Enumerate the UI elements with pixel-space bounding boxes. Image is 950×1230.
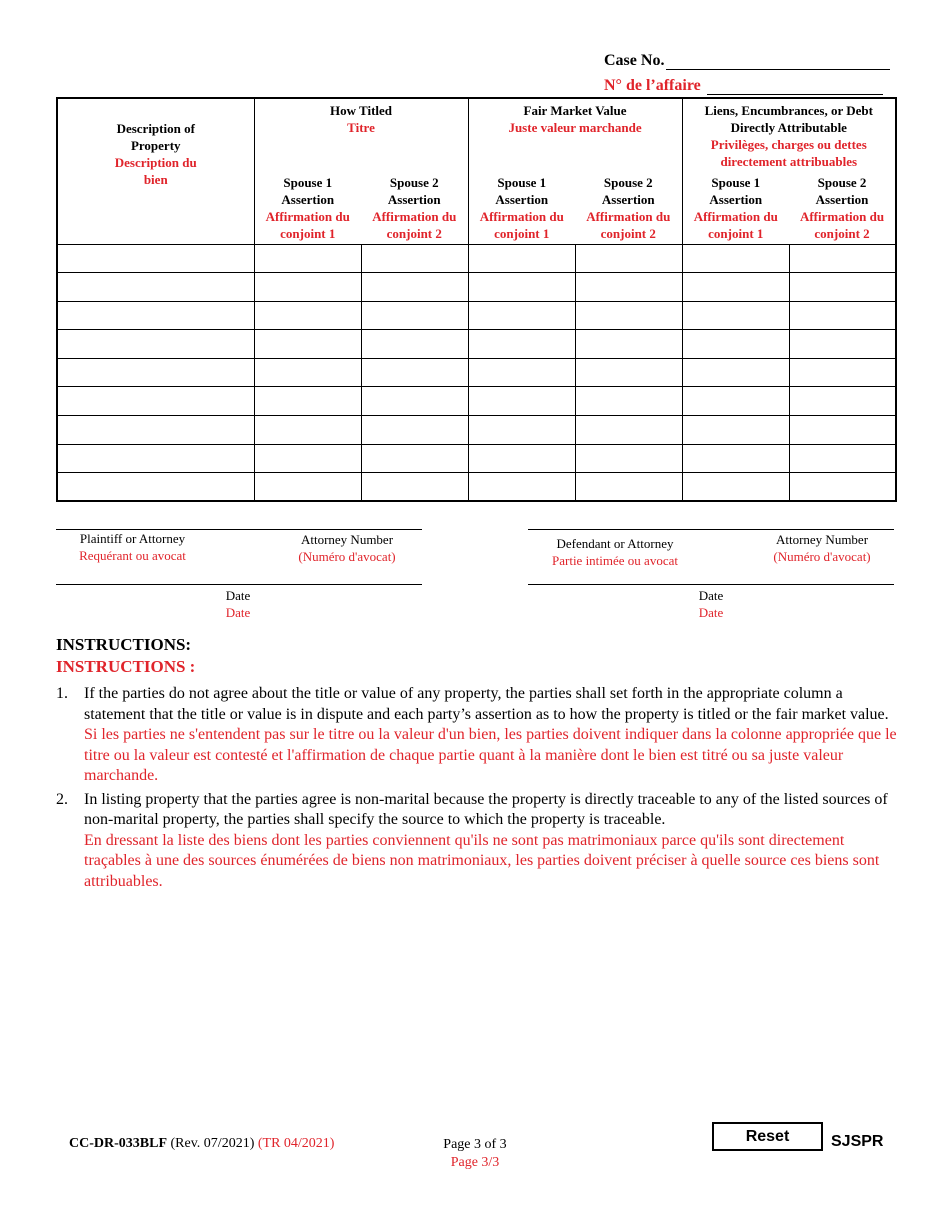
property-table [56,97,897,502]
plaintiff-attorney-number-en: Attorney Number [300,532,394,547]
liens-header [682,98,896,170]
assertion-cell[interactable] [361,358,468,387]
form-identifier [69,1136,334,1152]
page-number [400,1136,550,1172]
plaintiff-date-label [198,587,278,621]
case-number-line [604,52,890,70]
spouse1-fr: Affirmation du conjoint 1 [479,208,564,241]
table-row [57,387,896,416]
assertion-cell[interactable] [254,473,361,502]
assertion-cell[interactable] [789,244,896,273]
table-row [57,444,896,473]
table-row [57,358,896,387]
assertion-cell[interactable] [361,473,468,502]
spouse2-assertion-header [575,170,682,244]
table-row [57,244,896,273]
spouse2-en: Spouse 2 Assertion [387,174,441,207]
assertion-cell[interactable] [575,358,682,387]
table-row [57,416,896,445]
page-number-fr: Page 3/3 [450,1155,500,1170]
table-row [57,273,896,302]
table-row [57,330,896,359]
assertion-cell[interactable] [789,358,896,387]
spouse2-fr: Affirmation du conjoint 2 [586,208,671,241]
instruction-number: 2. [56,790,68,808]
case-number-label: Case No. [604,52,665,69]
assertion-cell[interactable] [682,416,789,445]
fair-market-value-header-en: Fair Market Value [523,103,627,118]
spouse1-assertion-header [468,170,575,244]
table-row [57,473,896,502]
defendant-signature-line[interactable] [528,529,894,530]
defendant-attorney-number-en: Attorney Number [775,532,869,547]
form-id: CC-DR-033BLF [69,1136,167,1151]
assertion-cell[interactable] [254,273,361,302]
defendant-label-en: Defendant or Attorney [556,536,674,551]
assertion-cell[interactable] [468,330,575,359]
assertion-cell[interactable] [575,387,682,416]
liens-header-fr: Privilèges, charges ou dettes directement attribuables [710,137,867,169]
plaintiff-label-en: Plaintiff or Attorney [79,531,186,546]
description-header-fr: Description du bien [114,155,197,188]
assertion-cell[interactable] [682,273,789,302]
instructions-title [56,634,195,678]
property-description-cell[interactable] [57,358,254,387]
defendant-attorney-number-label [758,531,886,565]
assertion-cell[interactable] [468,387,575,416]
spouse1-en: Spouse 1 Assertion [495,174,549,207]
assertion-cell[interactable] [682,244,789,273]
assertion-cell[interactable] [468,358,575,387]
spouse1-fr: Affirmation du conjoint 1 [265,208,350,241]
assertion-cell[interactable] [468,473,575,502]
assertion-cell[interactable] [254,358,361,387]
assertion-cell[interactable] [789,273,896,302]
spouse2-assertion-header [361,170,468,244]
spouse1-assertion-header [254,170,361,244]
property-description-cell[interactable] [57,444,254,473]
assertion-cell[interactable] [682,387,789,416]
instruction-item [56,684,898,787]
plaintiff-attorney-number-fr: (Numéro d'avocat) [298,549,396,564]
assertion-cell[interactable] [682,358,789,387]
assertion-cell[interactable] [789,301,896,330]
instruction-number: 1. [56,685,68,702]
assertion-cell[interactable] [468,301,575,330]
property-description-cell[interactable] [57,387,254,416]
assertion-cell[interactable] [361,416,468,445]
plaintiff-date-en: Date [225,588,251,603]
spouse2-fr: Affirmation du conjoint 2 [799,208,885,241]
spouse2-fr: Affirmation du conjoint 2 [372,208,457,241]
defendant-attorney-number-fr: (Numéro d'avocat) [773,549,871,564]
spouse2-en: Spouse 2 Assertion [815,174,869,207]
fair-market-value-header-fr: Juste valeur marchande [508,120,642,135]
defendant-date-fr: Date [698,605,724,620]
page-number-en: Page 3 of 3 [443,1137,507,1152]
defendant-date-en: Date [698,588,724,603]
description-header [57,98,254,244]
instruction-text-fr: Si les parties ne s'entendent pas sur le titre ou la valeur d'un bien, les parties doivent indiquer dans la colonne appropriée que le titre ou la valeur est contesté et l'affirmation de chaque partie quant à la manière dont le bien est titré ou sa juste valeur marchande. [84,726,897,784]
liens-header-en: Liens, Encumbrances, or Debt Directly Attributable [704,103,873,135]
assertion-cell[interactable] [789,444,896,473]
form-translation-revision: (TR 04/2021) [257,1136,335,1151]
case-number-label-fr: N° de l’affaire [604,77,701,94]
spouse1-assertion-header [682,170,789,244]
instructions-title-fr: INSTRUCTIONS : [56,657,196,676]
assertion-cell[interactable] [361,387,468,416]
property-description-cell[interactable] [57,244,254,273]
instructions-list [56,684,898,895]
property-description-cell[interactable] [57,473,254,502]
plaintiff-date-fr: Date [225,605,251,620]
property-description-cell[interactable] [57,330,254,359]
form-code: SJSPR [831,1133,884,1150]
instruction-text-fr: En dressant la liste des biens dont les parties conviennent qu'ils ne sont pas matrimoniaux parce qu'ils sont directement traçables à une des sources énumérées de biens non matrimoniaux, les parties doivent préciser à quelle source ces biens sont attribuables. [84,831,880,890]
assertion-cell[interactable] [254,330,361,359]
defendant-date-line[interactable] [528,584,894,585]
defendant-label-fr: Partie intimée ou avocat [552,553,678,568]
assertion-cell[interactable] [361,444,468,473]
property-table-body [57,244,896,501]
assertion-cell[interactable] [682,330,789,359]
assertion-cell[interactable] [575,330,682,359]
form-revision: (Rev. 07/2021) [170,1136,255,1151]
assertion-cell[interactable] [254,387,361,416]
spouse1-en: Spouse 1 Assertion [709,174,763,207]
reset-button[interactable]: Reset [712,1122,823,1151]
assertion-cell[interactable] [575,273,682,302]
assertion-cell[interactable] [361,330,468,359]
assertion-cell[interactable] [575,473,682,502]
fair-market-value-header [468,98,682,170]
case-number-field[interactable] [666,52,890,70]
assertion-cell[interactable] [468,444,575,473]
defendant-label [535,535,695,569]
instruction-text-en: In listing property that the parties agree is non-marital because the property is directly traceable to any of the listed sources of non-marital property, the parties shall specify the source to which the property is traceable. [84,790,888,828]
assertion-cell[interactable] [575,444,682,473]
how-titled-header-en: How Titled [330,103,393,118]
assertion-cell[interactable] [361,301,468,330]
instructions-title-en: INSTRUCTIONS: [56,635,192,654]
spouse2-assertion-header [789,170,896,244]
assertion-cell[interactable] [789,473,896,502]
defendant-date-label [671,587,751,621]
assertion-cell[interactable] [682,301,789,330]
assertion-cell[interactable] [789,387,896,416]
plaintiff-label [60,530,205,564]
property-description-cell[interactable] [57,273,254,302]
assertion-cell[interactable] [789,416,896,445]
plaintiff-date-line[interactable] [56,584,422,585]
spouse1-fr: Affirmation du conjoint 1 [693,208,778,241]
how-titled-header-fr: Titre [347,120,375,135]
assertion-cell[interactable] [468,244,575,273]
case-number-field-fr[interactable] [707,77,883,95]
assertion-cell[interactable] [575,416,682,445]
assertion-cell[interactable] [254,444,361,473]
assertion-cell[interactable] [575,301,682,330]
spouse2-en: Spouse 2 Assertion [601,174,655,207]
assertion-cell[interactable] [789,330,896,359]
spouse1-en: Spouse 1 Assertion [281,174,335,207]
plaintiff-attorney-number-label [283,531,411,565]
property-description-cell[interactable] [57,416,254,445]
how-titled-header [254,98,468,170]
case-number-line-fr [604,77,883,95]
plaintiff-label-fr: Requérant ou avocat [79,548,186,563]
instruction-text-en: If the parties do not agree about the title or value of any property, the parties shall set forth in the appropriate column a statement that the title or value is in dispute and each party’s assertion as to how the property is titled or the fair market value. [84,685,889,723]
assertion-cell[interactable] [361,273,468,302]
description-header-en: Description of Property [116,121,195,154]
property-description-cell[interactable] [57,301,254,330]
instruction-item [56,790,898,893]
assertion-cell[interactable] [575,244,682,273]
assertion-cell[interactable] [682,473,789,502]
assertion-cell[interactable] [682,444,789,473]
assertion-cell[interactable] [254,301,361,330]
table-row [57,301,896,330]
assertion-cell[interactable] [468,416,575,445]
assertion-cell[interactable] [254,244,361,273]
assertion-cell[interactable] [254,416,361,445]
assertion-cell[interactable] [468,273,575,302]
assertion-cell[interactable] [361,244,468,273]
